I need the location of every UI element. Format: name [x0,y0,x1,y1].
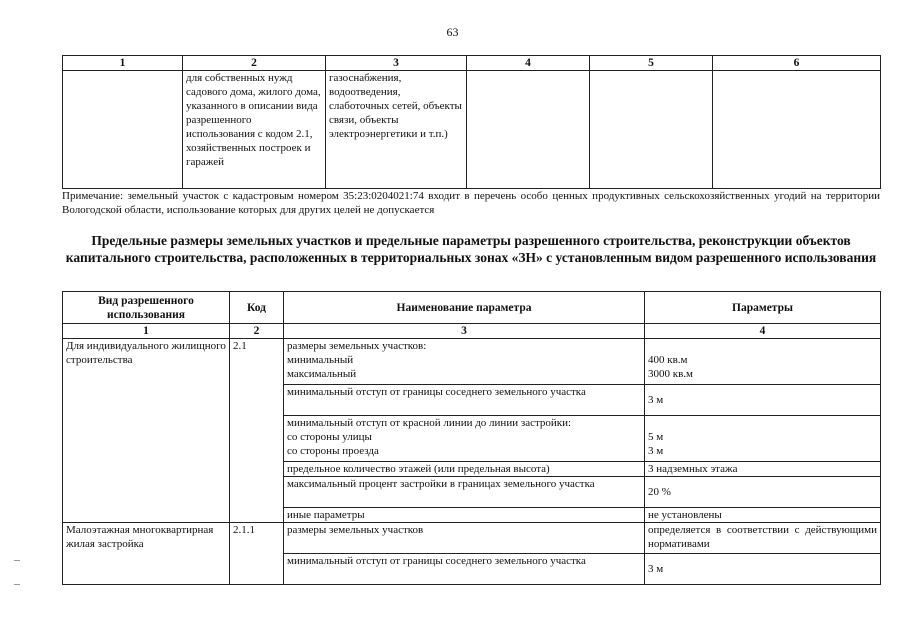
parameter-value [645,416,881,462]
table-cell [713,71,881,189]
parameter-line: со стороны улицы [287,431,372,443]
parameter-line: максимальный [287,368,357,380]
column-number: 5 [590,56,713,71]
parameter-value: 3 м [645,554,881,585]
scan-mark [14,560,20,561]
section-title: Предельные размеры земельных участков и предельные параметры разрешенного строительства, реконструкции объектов капитального строительства, расположенных в территориальных зонах «ЗН» с установленным видом разрешенного использования [65,233,877,265]
parameter-name: минимальный отступ от границы соседнего земельного участка [284,554,645,585]
header-use: Вид разрешенного использования [63,292,230,324]
parameter-line: минимальный отступ от красной линии до линии застройки: [287,417,572,429]
header-code: Код [230,292,284,324]
parameter-name: иные параметры [284,508,645,523]
parameter-line: со стороны проезда [287,445,379,457]
note-text: Примечание: земельный участок с кадастровым номером 35:23:0204021:74 входит в перечень особо ценных продуктивных сельскохозяйственных угодий на территории Вологодской области, использование которых для других целей не допускается [62,190,880,216]
parameter-line [648,416,877,430]
column-number: 3 [326,56,467,71]
parameter-value: не установлены [645,508,881,523]
table-cell [467,71,590,189]
column-number: 1 [63,324,230,339]
table-cell [590,71,713,189]
parameter-name: размеры земельных участков [284,523,645,554]
table-cell: для собственных нужд садового дома, жилого дома, указанного в описании вида разрешенного использования с кодом 2.1, хозяйственных построек и гаражей [183,71,326,189]
parameter-value [645,339,881,385]
parameter-value: определяется в соответствии с действующими нормативами [645,523,881,554]
page-number: 63 [446,25,459,39]
parameter-line [648,339,877,353]
column-number: 2 [230,324,284,339]
use-type-cell: Для индивидуального жилищного строительства [63,339,230,523]
column-number: 6 [713,56,881,71]
parameter-value: 20 % [645,477,881,508]
parameter-name: предельное количество этажей (или предельная высота) [284,462,645,477]
use-type-cell: Малоэтажная многоквартирная жилая застройка [63,523,230,585]
parameter-name: минимальный отступ от границы соседнего земельного участка [284,385,645,416]
parameter-line: 400 кв.м [648,354,688,366]
parameter-name: максимальный процент застройки в границах земельного участка [284,477,645,508]
parameter-name [284,416,645,462]
table-cell: газоснабжения, водоотведения, слаботочных сетей, объекты связи, объекты электроэнергетики и т.п.) [326,71,467,189]
column-number: 4 [467,56,590,71]
parameter-line: минимальный [287,354,354,366]
parameter-name [284,339,645,385]
continuation-table [62,55,881,189]
parameter-line: 3 м [648,445,664,457]
parameter-line: 3000 кв.м [648,368,693,380]
scan-mark [14,584,20,585]
column-number: 1 [63,56,183,71]
parameter-value: 3 м [645,385,881,416]
column-number: 4 [645,324,881,339]
parameter-line: 5 м [648,431,664,443]
parameters-table [62,291,881,585]
code-cell: 2.1.1 [230,523,284,585]
header-parameter-name: Наименование параметра [284,292,645,324]
column-number: 3 [284,324,645,339]
code-cell: 2.1 [230,339,284,523]
parameter-value: 3 надземных этажа [645,462,881,477]
header-parameters: Параметры [645,292,881,324]
table-cell [63,71,183,189]
parameter-line: размеры земельных участков: [287,340,427,352]
column-number: 2 [183,56,326,71]
